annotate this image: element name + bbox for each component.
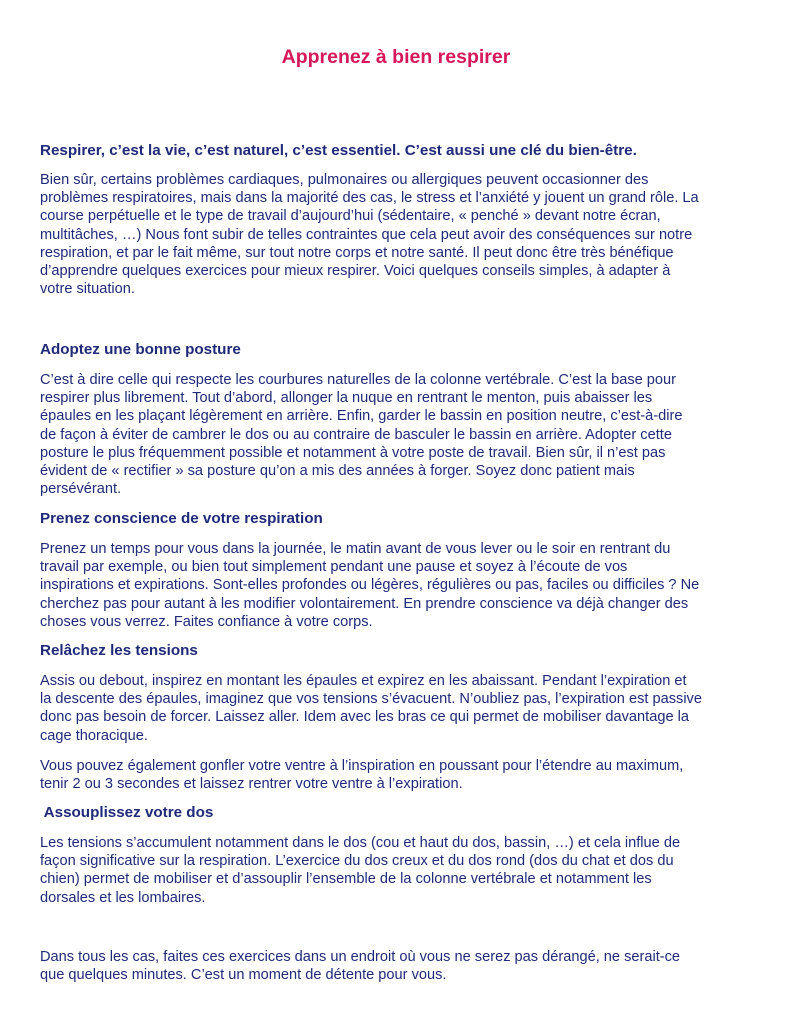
section-paragraph-posture	[40, 371, 740, 498]
section-heading-tensions: Relâchez les tensions	[40, 642, 198, 659]
text-line: d’apprendre quelques exercices pour mieux respirer. Voici quelques conseils simples, à adapter à	[40, 263, 671, 280]
text-line: Bien sûr, certains problèmes cardiaques, pulmonaires ou allergiques peuvent occasionner des	[40, 172, 649, 188]
text-line: C’est à dire celle qui respecte les courbures naturelles de la colonne vertébrale. C’est la base pour	[40, 372, 676, 388]
section-heading-back: Assouplissez votre dos	[40, 804, 214, 821]
section-paragraph-tensions-1	[40, 672, 740, 745]
text-line: multitâches, …) Nous font subir de telles contraintes que cela peut avoir des conséquences sur notre	[40, 226, 693, 243]
text-line: Vous pouvez également gonfler votre ventre à l’inspiration en poussant pour l’étendre au maximum,	[40, 758, 684, 774]
text-line: façon significative sur la respiration. L’exercice du dos creux et du dos rond (dos du chat et dos du	[40, 853, 674, 870]
closing-paragraph	[40, 948, 740, 984]
text-line: que quelques minutes. C’est un moment de détente pour vous.	[40, 967, 447, 984]
text-line: respiration, et par le fait même, sur tout notre corps et notre santé. Il peut donc être très bénéfique	[40, 244, 674, 261]
text-line: Dans tous les cas, faites ces exercices dans un endroit où vous ne serez pas dérangé, ne serait-ce	[40, 949, 681, 965]
text-line: choses vous verrez. Faites confiance à votre corps.	[40, 613, 373, 630]
text-line: chien) permet de mobiliser et d’assouplir l’ensemble de la colonne vertébrale et notamment les	[40, 871, 652, 888]
text-line: cage thoracique.	[40, 727, 148, 744]
section-paragraph-awareness	[40, 540, 740, 631]
text-line: Les tensions s’accumulent notamment dans le dos (cou et haut du dos, bassin, …) et cela influe de	[40, 835, 681, 851]
text-line: donc pas besoin de forcer. Laissez aller. Idem avec les bras ce qui permet de mobiliser davantage la	[40, 709, 689, 726]
text-line: Assis ou debout, inspirez en montant les épaules et expirez en les abaissant. Pendant l’expiration et	[40, 673, 687, 689]
page-title: Apprenez à bien respirer	[281, 46, 511, 68]
text-line: évident de « rectifier » sa posture qu’on a mis des années à forger. Soyez donc patient mais	[40, 463, 635, 480]
text-line: la descente des épaules, imaginez que vos tensions s’évacuent. N’oubliez pas, l’expiration est passive	[40, 691, 702, 708]
text-line: de façon à éviter de cambrer le dos ou au contraire de basculer le bassin en arrière. Adopter cette	[40, 426, 672, 443]
text-line: problèmes respiratoires, mais dans la majorité des cas, le stress et l’anxiété y jouent un grand rôle. La	[40, 190, 699, 207]
section-paragraph-intro	[40, 171, 740, 298]
text-line: dorsales et les lombaires.	[40, 889, 206, 906]
text-line: posture le plus fréquemment possible et notamment à votre poste de travail. Bien sûr, il n’est pas	[40, 444, 666, 461]
text-line: course perpétuelle et le type de travail d’aujourd’hui (sédentaire, « penché » devant notre écran,	[40, 208, 661, 225]
text-line: cherchez pas pour autant à les modifier volontairement. En prendre conscience va déjà changer des	[40, 595, 689, 612]
section-heading-awareness: Prenez conscience de votre respiration	[40, 510, 323, 527]
section-paragraph-back	[40, 834, 740, 907]
text-line: travail par exemple, ou bien tout simplement pendant une pause et soyez à l’écoute de vos	[40, 559, 628, 576]
section-heading-intro: Respirer, c’est la vie, c’est naturel, c’est essentiel. C’est aussi une clé du bien-être.	[40, 142, 637, 159]
text-line: Prenez un temps pour vous dans la journée, le matin avant de vous lever ou le soir en rentrant du	[40, 541, 671, 557]
text-line: épaules en les plaçant légèrement en arrière. Enfin, garder le bassin en position neutre, c’est-à-dire	[40, 408, 683, 425]
section-heading-posture: Adoptez une bonne posture	[40, 341, 241, 358]
text-line: tenir 2 ou 3 secondes et laissez rentrer votre ventre à l’expiration.	[40, 776, 463, 793]
text-line: respirer plus librement. Tout d’abord, allonger la nuque en rentrant le menton, puis abaisser les	[40, 390, 653, 407]
text-line: persévérant.	[40, 481, 122, 498]
text-line: inspirations et expirations. Sont-elles profondes ou légères, régulières ou pas, faciles ou difficiles ? Ne	[40, 577, 700, 594]
section-paragraph-tensions-2	[40, 757, 740, 793]
text-line: votre situation.	[40, 281, 135, 298]
